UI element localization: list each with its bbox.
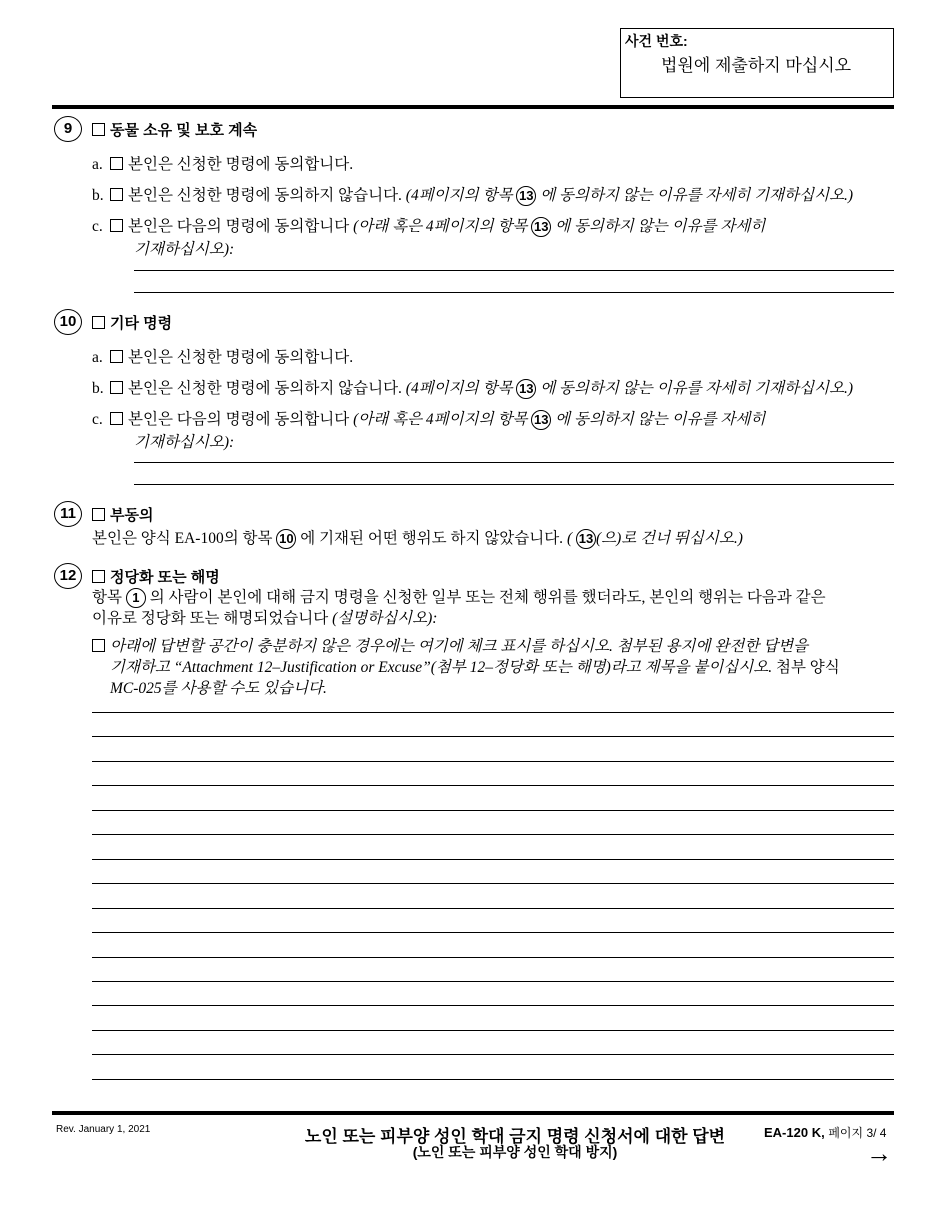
section12-answer-line[interactable] [92, 810, 894, 811]
option-text: 본인은 다음의 명령에 동의합니다 [128, 218, 350, 235]
footer-rule [52, 1111, 894, 1115]
section11-text [92, 526, 743, 549]
attachment-text: 기재하고 “Attachment 12–Justification or Excuse”(첨부 12–정당화 또는 해명)라고 제목을 붙이십시오. [110, 659, 773, 676]
section12-answer-line[interactable] [92, 932, 894, 933]
section9-option-a [92, 152, 353, 174]
option-note: (4페이지의 항목 [405, 380, 513, 397]
section10-answer-line[interactable] [134, 462, 894, 463]
option-text: 본인은 신청한 명령에 동의합니다. [128, 349, 354, 366]
section9-checkbox[interactable] [92, 123, 105, 136]
section9-option-b [92, 183, 853, 206]
attachment-text: 아래에 답변할 공간이 충분하지 않은 경우에는 여기에 체크 표시를 하십시오. 첨부된 용지에 완전한 답변을 [110, 638, 809, 655]
section10-option-b [92, 376, 853, 399]
section9-a-checkbox[interactable] [110, 157, 123, 170]
revision-date: Rev. January 1, 2021 [56, 1124, 151, 1135]
note-text: ( [566, 530, 573, 547]
statement-text: 이유로 정당화 또는 해명되었습니다 [92, 610, 329, 628]
section12-answer-line[interactable] [92, 761, 894, 762]
section10-title-text: 기타 명령 [110, 315, 173, 332]
section12-answer-line[interactable] [92, 981, 894, 982]
section10-a-checkbox[interactable] [110, 350, 123, 363]
section12-answer-line[interactable] [92, 957, 894, 958]
section12-answer-line[interactable] [92, 1005, 894, 1006]
section10-title [92, 312, 172, 333]
section12-title-text: 정당화 또는 해명 [110, 569, 220, 586]
option-text: 본인은 신청한 명령에 동의하지 않습니다. [128, 380, 402, 397]
option-note: 에 동의하지 않는 이유를 자세히 기재하십시오.) [540, 380, 854, 397]
item-ref: 13 [516, 379, 536, 399]
section12-text [92, 587, 826, 629]
section10-answer-line[interactable] [134, 484, 894, 485]
option-note: (아래 혹은 4페이지의 항목 [353, 218, 528, 235]
item-ref: 13 [531, 410, 551, 430]
section10-b-checkbox[interactable] [110, 381, 123, 394]
section9-b-checkbox[interactable] [110, 188, 123, 201]
section12-answer-line[interactable] [92, 908, 894, 909]
section12-title [92, 566, 220, 587]
item-number-11: 11 [54, 501, 82, 527]
section9-title-text: 동물 소유 및 보호 계속 [110, 122, 258, 139]
option-label: c. [92, 218, 103, 235]
section12-attachment [92, 636, 840, 699]
option-label: c. [92, 411, 103, 428]
item-number-12: 12 [54, 563, 82, 589]
option-note: 에 동의하지 않는 이유를 자세히 기재하십시오.) [540, 187, 854, 204]
section9-option-c [92, 214, 765, 259]
option-label: a. [92, 349, 103, 366]
statement-text: 본인은 양식 EA-100의 항목 [92, 530, 273, 547]
section12-answer-line[interactable] [92, 883, 894, 884]
option-text: 본인은 다음의 명령에 동의합니다 [128, 411, 350, 428]
statement-text: 에 기재된 어떤 행위도 하지 않았습니다. [300, 530, 564, 547]
item-ref: 13 [576, 529, 596, 549]
section11-checkbox[interactable] [92, 508, 105, 521]
section12-answer-line[interactable] [92, 1054, 894, 1055]
section9-answer-line[interactable] [134, 270, 894, 271]
statement-text: 항목 [92, 589, 122, 606]
attachment-text: 첨부 양식 [775, 659, 840, 676]
option-text: 본인은 신청한 명령에 동의하지 않습니다. [128, 187, 402, 204]
item-number-10: 10 [54, 309, 82, 335]
option-note: 에 동의하지 않는 이유를 자세히 [555, 411, 766, 428]
option-label: b. [92, 380, 104, 397]
section11-title-text: 부동의 [110, 507, 154, 524]
section11-title [92, 504, 153, 525]
attachment-text: MC-025를 사용할 수도 있습니다. [110, 680, 327, 697]
section12-answer-line[interactable] [92, 1030, 894, 1031]
section12-answer-line[interactable] [92, 834, 894, 835]
option-note: 기재하십시오): [134, 434, 235, 452]
case-number-note: 법원에 제출하지 마십시오 [661, 56, 852, 75]
section12-checkbox[interactable] [92, 570, 105, 583]
section12-answer-line[interactable] [92, 736, 894, 737]
section10-option-a [92, 345, 353, 367]
section10-c-checkbox[interactable] [110, 412, 123, 425]
attachment-checkbox[interactable] [92, 639, 105, 652]
section10-checkbox[interactable] [92, 316, 105, 329]
note-text: (설명하십시오): [332, 610, 438, 628]
note-text: (으)로 건너 뛰십시오.) [595, 530, 743, 547]
case-number-label: 사건 번호: [625, 33, 688, 49]
case-number-box[interactable] [620, 28, 894, 98]
option-text: 본인은 신청한 명령에 동의합니다. [128, 156, 354, 173]
section9-title [92, 119, 257, 140]
section12-answer-line[interactable] [92, 712, 894, 713]
section9-c-checkbox[interactable] [110, 219, 123, 232]
option-label: a. [92, 156, 103, 173]
item-number-9: 9 [54, 116, 82, 142]
section12-answer-line[interactable] [92, 785, 894, 786]
section9-answer-line[interactable] [134, 292, 894, 293]
section10-option-c [92, 407, 765, 452]
item-ref: 1 [126, 588, 146, 608]
option-note: 기재하십시오): [134, 241, 235, 259]
form-code: EA-120 K, [764, 1125, 825, 1140]
top-rule [52, 105, 894, 109]
footer-title: 노인 또는 피부양 성인 학대 금지 명령 신청서에 대한 답변 [304, 1127, 726, 1146]
item-ref: 10 [276, 529, 296, 549]
item-ref: 13 [531, 217, 551, 237]
section12-answer-line[interactable] [92, 1079, 894, 1080]
section12-answer-line[interactable] [92, 859, 894, 860]
option-note: (4페이지의 항목 [405, 187, 513, 204]
statement-text: 의 사람이 본인에 대해 금지 명령을 신청한 일부 또는 전체 행위를 했더라도, 본인의 행위는 다음과 같은 [149, 589, 826, 606]
item-ref: 13 [516, 186, 536, 206]
footer-subtitle: (노인 또는 피부양 성인 학대 방지) [412, 1144, 618, 1160]
option-note: 에 동의하지 않는 이유를 자세히 [555, 218, 766, 235]
page-number: 페이지 3/ 4 [828, 1126, 887, 1140]
option-note: (아래 혹은 4페이지의 항목 [353, 411, 528, 428]
next-page-arrow-icon[interactable]: → [866, 1138, 892, 1168]
option-label: b. [92, 187, 104, 204]
